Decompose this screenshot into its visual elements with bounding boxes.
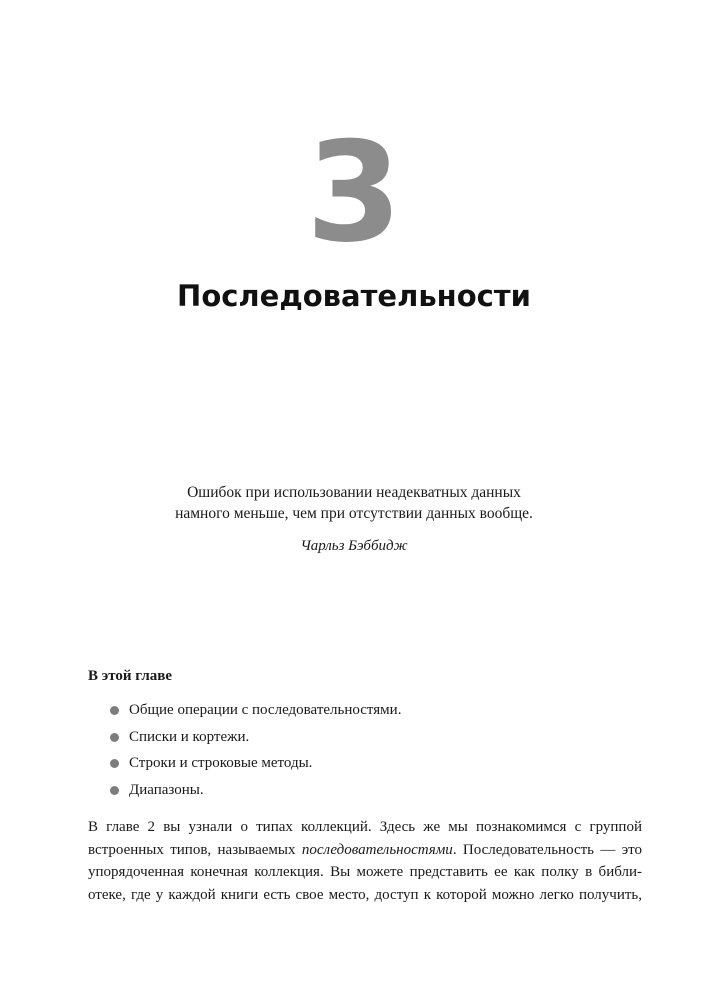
epigraph-line: намного меньше, чем при отсутствии данных вообще.: [175, 505, 533, 522]
epigraph-author: Чарльз Бэббидж: [300, 538, 408, 554]
list-item-text: Общие операции с последовательностями.: [129, 702, 402, 718]
list-item-text: Строки и строковые методы.: [129, 755, 313, 771]
body-text-segment: встроенных типов, называемых: [88, 841, 302, 858]
bullet-icon: [110, 706, 119, 715]
in-this-chapter-heading: В этой главе: [88, 668, 173, 684]
list-item: [108, 780, 401, 800]
body-paragraph: [88, 816, 642, 906]
list-item: [108, 700, 401, 720]
chapter-title: Последовательности: [177, 279, 531, 313]
bullet-icon: [110, 786, 119, 795]
body-line: [88, 839, 642, 862]
epigraph-quote: [0, 482, 708, 524]
body-line: отеке, где у каждой книги есть свое место, доступ к которой можно легко получить,: [88, 886, 642, 903]
list-item: [108, 727, 401, 747]
epigraph-line: Ошибок при использовании неадекватных данных: [187, 484, 521, 501]
list-item-text: Списки и кортежи.: [129, 728, 250, 745]
bullet-icon: [110, 759, 119, 768]
chapter-topics-list: [108, 700, 401, 806]
body-line: упорядоченная конечная коллекция. Вы можете представить ее как полку в библи-: [88, 864, 642, 880]
list-item-text: Диапазоны.: [129, 781, 204, 798]
chapter-number: 3: [305, 112, 403, 273]
body-line: В главе 2 вы узнали о типах коллекций. Здесь же мы познакомимся с группой: [88, 819, 642, 835]
bullet-icon: [110, 733, 119, 742]
emphasized-term: последовательностями: [301, 841, 453, 858]
list-item: [108, 753, 401, 773]
body-text-segment: . Последовательность — это: [452, 841, 642, 858]
